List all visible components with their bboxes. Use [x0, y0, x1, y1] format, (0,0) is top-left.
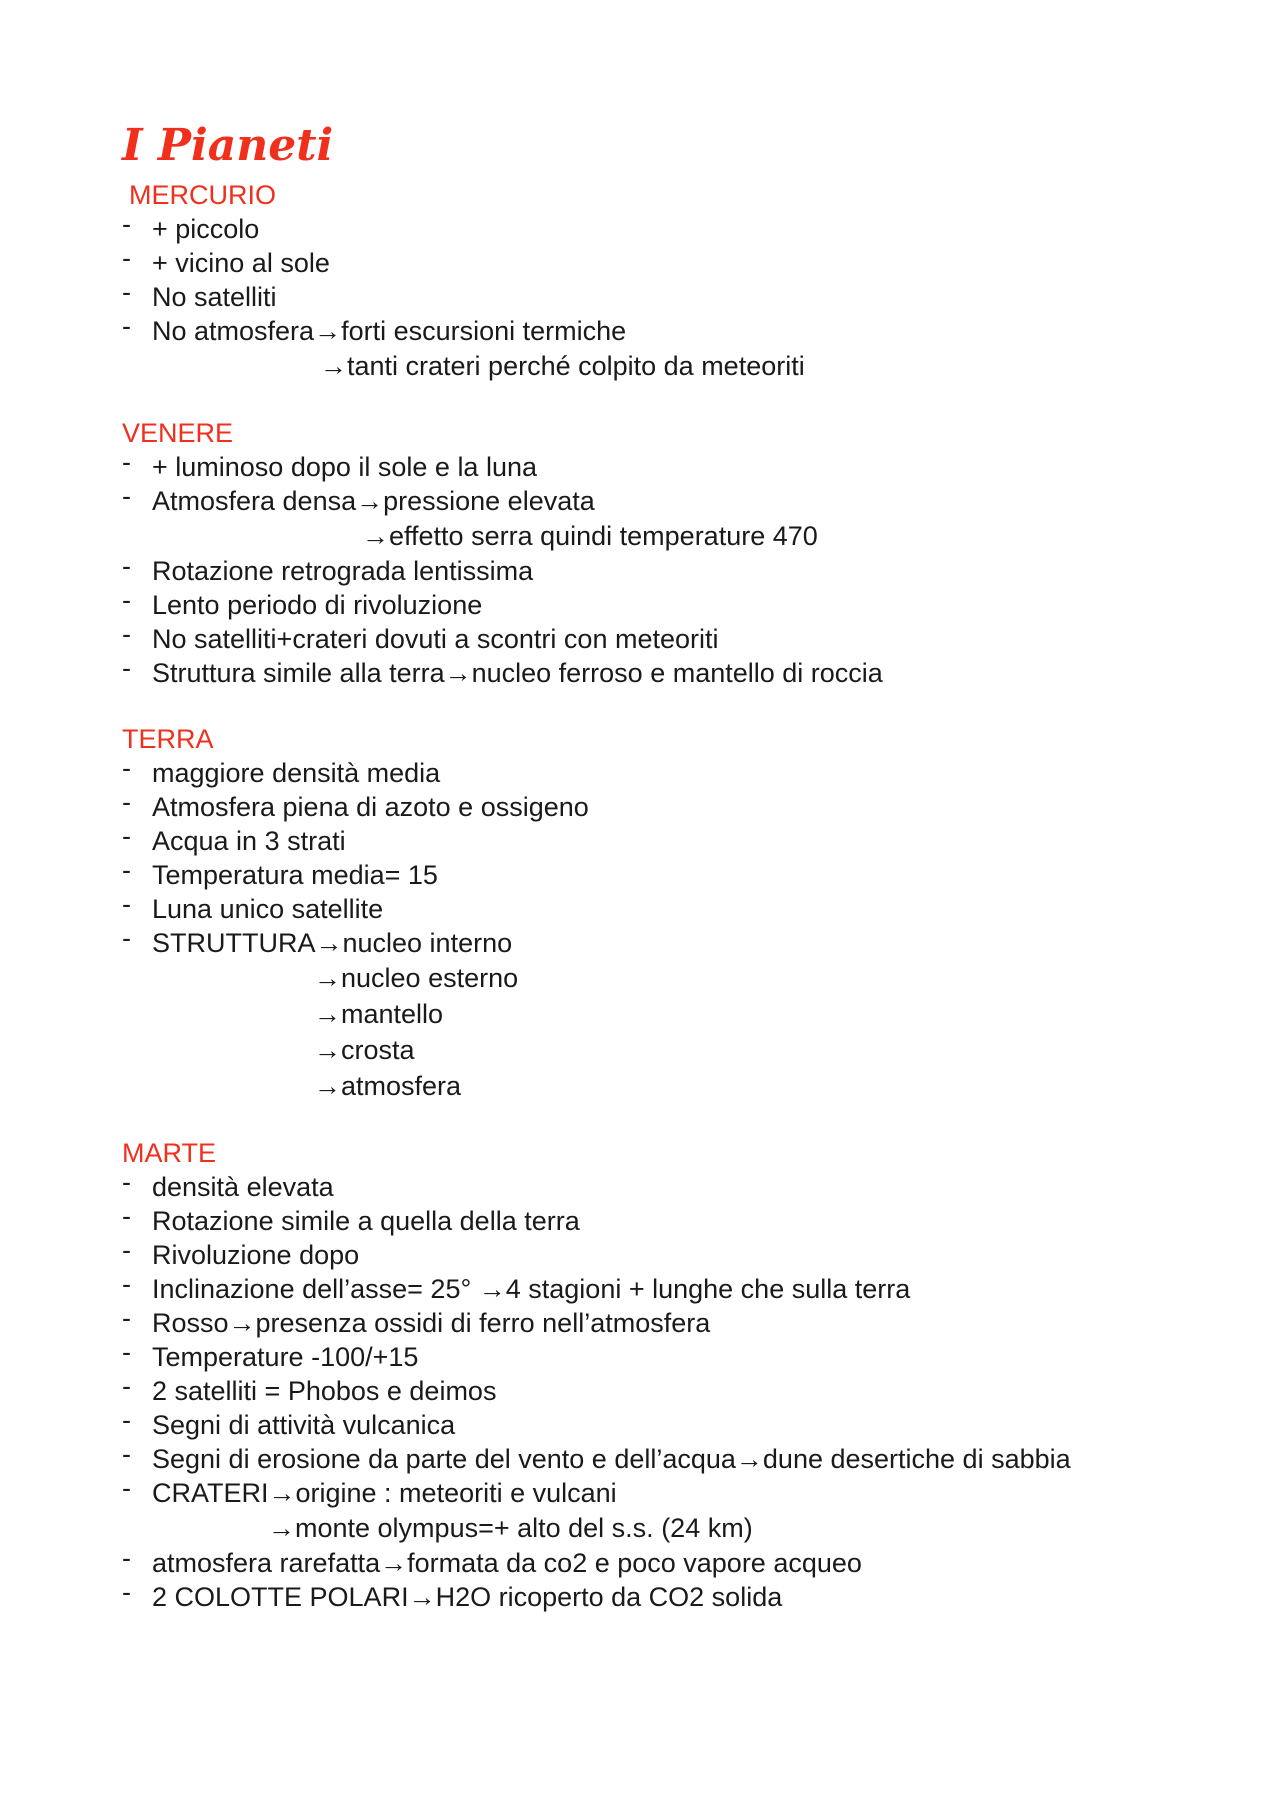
item-text: →nucleo esterno — [314, 963, 519, 993]
continuation-line — [122, 1068, 1222, 1104]
bullet-item — [122, 551, 1222, 588]
item-text: Inclinazione dell’asse= 25° →4 stagioni + lunghe che sulla terra — [152, 1274, 911, 1304]
item-text: Struttura simile alla terra→nucleo ferroso e mantello di roccia — [152, 658, 883, 688]
bullet-item — [122, 447, 1222, 484]
bullet-item — [122, 855, 1222, 892]
bullet-dash-icon: - — [122, 653, 131, 683]
item-text: Rosso→presenza ossidi di ferro nell’atmosfera — [152, 1308, 711, 1338]
bullet-dash-icon: - — [122, 311, 131, 341]
bullet-dash-icon: - — [122, 1371, 131, 1401]
bullet-dash-icon: - — [122, 1201, 131, 1231]
item-text: + piccolo — [152, 214, 260, 244]
section-mercurio — [122, 178, 1222, 384]
document-page — [122, 120, 1222, 1646]
bullet-dash-icon: - — [122, 1577, 131, 1607]
continuation-line — [122, 1510, 1222, 1546]
bullet-dash-icon: - — [122, 481, 131, 511]
item-text: No satelliti — [152, 282, 277, 312]
page-title: I Pianeti — [122, 120, 334, 171]
bullet-dash-icon: - — [122, 1235, 131, 1265]
item-text: Segni di attività vulcanica — [152, 1410, 456, 1440]
item-text: No satelliti+crateri dovuti a scontri con meteoriti — [152, 624, 719, 654]
item-text: Temperatura media= 15 — [152, 860, 438, 890]
bullet-item — [122, 1577, 1222, 1614]
item-text: Acqua in 3 strati — [152, 826, 346, 856]
bullet-item — [122, 821, 1222, 858]
item-text: 2 COLOTTE POLARI→H2O ricoperto da CO2 solida — [152, 1582, 783, 1612]
item-text: Atmosfera piena di azoto e ossigeno — [152, 792, 589, 822]
bullet-dash-icon: - — [122, 1167, 131, 1197]
bullet-dash-icon: - — [122, 243, 131, 273]
bullet-dash-icon: - — [122, 889, 131, 919]
section-heading: VENERE — [122, 418, 234, 448]
bullet-item — [122, 311, 1222, 348]
section-venere — [122, 416, 1222, 690]
continuation-line — [122, 518, 1222, 554]
bullet-item — [122, 619, 1222, 656]
bullet-dash-icon: - — [122, 821, 131, 851]
continuation-line — [122, 960, 1222, 996]
item-text: →mantello — [314, 999, 444, 1029]
section-marte — [122, 1136, 1222, 1614]
bullet-item — [122, 209, 1222, 246]
bullet-dash-icon: - — [122, 1269, 131, 1299]
item-text: STRUTTURA→nucleo interno — [152, 928, 513, 958]
bullet-dash-icon: - — [122, 209, 131, 239]
section-heading: TERRA — [122, 724, 214, 754]
bullet-item — [122, 1371, 1222, 1408]
bullet-item — [122, 653, 1222, 690]
bullet-item — [122, 585, 1222, 622]
bullet-dash-icon: - — [122, 787, 131, 817]
bullet-dash-icon: - — [122, 855, 131, 885]
item-text: Lento periodo di rivoluzione — [152, 590, 483, 620]
item-text: atmosfera rarefatta→formata da co2 e poco vapore acqueo — [152, 1548, 862, 1578]
item-text: densità elevata — [152, 1172, 334, 1202]
item-text: + luminoso dopo il sole e la luna — [152, 452, 538, 482]
bullet-item — [122, 1167, 1222, 1204]
item-text: maggiore densità media — [152, 758, 441, 788]
bullet-item — [122, 1473, 1222, 1510]
bullet-item — [122, 1303, 1222, 1340]
item-text: Temperature -100/+15 — [152, 1342, 419, 1372]
item-text: →crosta — [314, 1035, 415, 1065]
item-text: Segni di erosione da parte del vento e dell’acqua→dune desertiche di sabbia — [152, 1444, 1071, 1474]
continuation-line — [122, 348, 1222, 384]
item-text: No atmosfera→forti escursioni termiche — [152, 316, 627, 346]
bullet-item — [122, 1439, 1222, 1476]
bullet-item — [122, 243, 1222, 280]
item-text: →tanti crateri perché colpito da meteoriti — [320, 351, 805, 381]
item-text: Atmosfera densa→pressione elevata — [152, 486, 595, 516]
bullet-dash-icon: - — [122, 753, 131, 783]
section-heading: MARTE — [122, 1138, 217, 1168]
bullet-dash-icon: - — [122, 923, 131, 953]
bullet-item — [122, 923, 1222, 960]
bullet-item — [122, 1543, 1222, 1580]
bullet-dash-icon: - — [122, 1473, 131, 1503]
bullet-item — [122, 889, 1222, 926]
bullet-item — [122, 753, 1222, 790]
item-text: →monte olympus=+ alto del s.s. (24 km) — [268, 1513, 753, 1543]
item-text: Luna unico satellite — [152, 894, 384, 924]
bullet-dash-icon: - — [122, 1303, 131, 1333]
bullet-item — [122, 481, 1222, 518]
item-text: + vicino al sole — [152, 248, 330, 278]
item-text: →effetto serra quindi temperature 470 — [362, 521, 818, 551]
section-heading: MERCURIO — [129, 180, 276, 210]
bullet-item — [122, 1405, 1222, 1442]
sections-container — [122, 178, 1222, 1614]
bullet-item — [122, 1235, 1222, 1272]
bullet-item — [122, 1201, 1222, 1238]
bullet-item — [122, 277, 1222, 314]
item-text: →atmosfera — [314, 1071, 462, 1101]
continuation-line — [122, 996, 1222, 1032]
bullet-dash-icon: - — [122, 1543, 131, 1573]
bullet-item — [122, 1337, 1222, 1374]
bullet-item — [122, 1269, 1222, 1306]
item-text: Rotazione simile a quella della terra — [152, 1206, 580, 1236]
bullet-dash-icon: - — [122, 1337, 131, 1367]
bullet-dash-icon: - — [122, 277, 131, 307]
item-text: 2 satelliti = Phobos e deimos — [152, 1376, 497, 1406]
section-terra — [122, 722, 1222, 1104]
bullet-dash-icon: - — [122, 447, 131, 477]
bullet-dash-icon: - — [122, 551, 131, 581]
bullet-dash-icon: - — [122, 619, 131, 649]
item-text: Rivoluzione dopo — [152, 1240, 360, 1270]
bullet-item — [122, 787, 1222, 824]
bullet-dash-icon: - — [122, 1405, 131, 1435]
bullet-dash-icon: - — [122, 585, 131, 615]
bullet-dash-icon: - — [122, 1439, 131, 1469]
item-text: CRATERI→origine : meteoriti e vulcani — [152, 1478, 617, 1508]
continuation-line — [122, 1032, 1222, 1068]
item-text: Rotazione retrograda lentissima — [152, 556, 534, 586]
